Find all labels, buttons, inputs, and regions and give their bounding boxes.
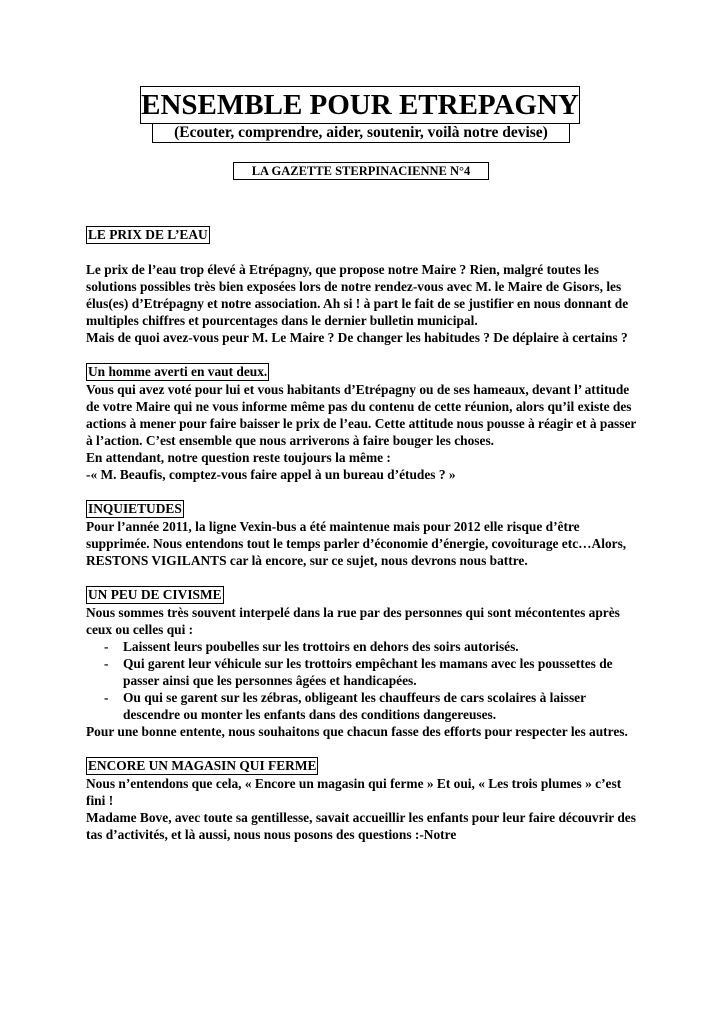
paragraph: Pour une bonne entente, nous souhaitons que chacun fasse des efforts pour respecter les autres.: [86, 724, 628, 739]
section-prix-eau: [86, 226, 642, 346]
paragraph: Vous qui avez voté pour lui et vous habitants d’Etrépagny ou de ses hameaux, devant l’ attitude de votre Maire qui ne vous informe même pas du contenu de cette réunion, alors qu’il existe des actions à mener pour faire baisser le prix de l’eau. Cette attitude nous pousse à réagir et à passer à l’action. C’est ensemble que nous arriverons à faire bouger les choses.: [86, 382, 637, 448]
section-civisme: [86, 586, 642, 740]
section-magasin: [86, 757, 642, 843]
paragraph: En attendant, notre question reste toujours la même :: [86, 450, 391, 465]
section-heading: INQUIETUDES: [88, 501, 182, 516]
document-motto: (Ecouter, comprendre, aider, soutenir, voilà notre devise): [152, 123, 570, 143]
paragraph: Nous n’entendons que cela, « Encore un magasin qui ferme » Et oui, « Les trois plumes » c’est fini !: [86, 776, 622, 808]
gazette-issue: LA GAZETTE STERPINACIENNE N°4: [233, 162, 489, 180]
paragraph: Le prix de l’eau trop élevé à Etrépagny, que propose notre Maire ? Rien, malgré toutes les solutions possibles très bien exposées lors de notre rendez-vous avec M. le Maire de Gisors, les élus(es) d’Etrépagny et notre association. Ah si ! à part le fait de se justifier en nous donnant de multiples chiffres et pourcentages dans le dernier bulletin municipal.: [86, 262, 629, 328]
list-item: - Ou qui se garent sur les zébras, obligeant les chauffeurs de cars scolaires à laisser descendre ou monter les enfants dans des conditions dangereuses.: [104, 690, 586, 722]
document-title: ENSEMBLE POUR ETREPAGNY: [140, 86, 580, 124]
paragraph: Mais de quoi avez-vous peur M. Le Maire ? De changer les habitudes ? De déplaire à certains ?: [86, 330, 628, 345]
paragraph: Pour l’année 2011, la ligne Vexin-bus a été maintenue mais pour 2012 elle risque d’être supprimée. Nous entendons tout le temps parler d’économie d’énergie, covoiturage etc…Alors, RESTONS VIGILANTS car là encore, sur ce sujet, nous devrons nous battre.: [86, 519, 627, 568]
section-heading: Un homme averti en vaut deux.: [88, 364, 268, 379]
bullet-marker: -: [104, 690, 109, 705]
section-heading: ENCORE UN MAGASIN QUI FERME: [88, 758, 317, 773]
paragraph: -« M. Beaufis, comptez-vous faire appel à un bureau d’études ? »: [86, 467, 456, 482]
section-homme-averti: [86, 363, 642, 483]
list-item: - Laissent leurs poubelles sur les trottoirs en dehors des soirs autorisés.: [104, 639, 519, 654]
bullet-list: [86, 638, 642, 723]
document-body: [86, 226, 642, 843]
bullet-marker: -: [104, 639, 109, 654]
paragraph: Madame Bove, avec toute sa gentillesse, savait accueillir les enfants pour leur faire découvrir des tas d’activités, et là aussi, nous nous posons des questions :-Notre: [86, 810, 636, 842]
bullet-marker: -: [104, 656, 109, 671]
paragraph: Nous sommes très souvent interpelé dans la rue par des personnes qui sont mécontentes après ceux ou celles qui :: [86, 605, 620, 637]
section-inquietudes: [86, 500, 642, 569]
list-item: - Qui garent leur véhicule sur les trottoirs empêchant les mamans avec les poussettes de passer ainsi que les personnes âgées et handicapées.: [104, 656, 613, 688]
section-heading: LE PRIX DE L’EAU: [88, 227, 208, 242]
section-heading: UN PEU DE CIVISME: [88, 587, 222, 602]
